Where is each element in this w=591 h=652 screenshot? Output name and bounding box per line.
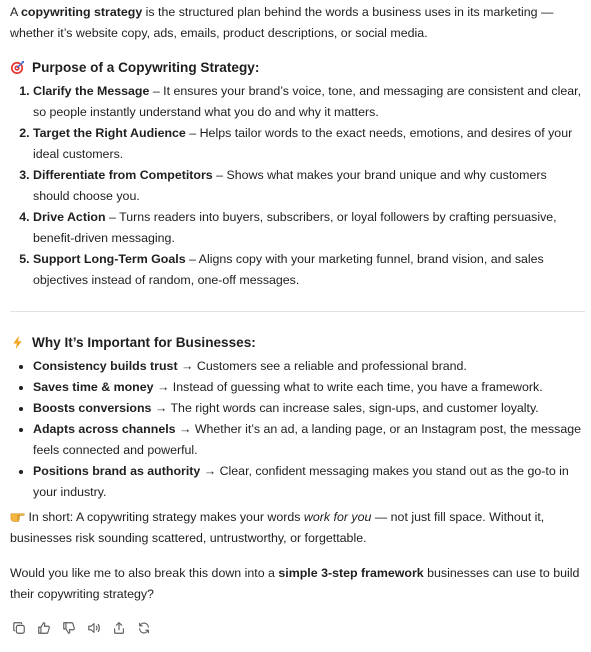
intro-paragraph xyxy=(10,0,585,44)
list-item xyxy=(33,461,585,503)
divider xyxy=(10,311,585,312)
question-text-a: Would you like me to also break this down into a xyxy=(10,566,279,580)
list-item xyxy=(33,123,585,165)
share-icon[interactable] xyxy=(111,620,127,636)
thumbs-up-icon[interactable] xyxy=(36,620,52,636)
item-bold: Adapts across channels xyxy=(33,422,176,436)
item-text: – Shows what makes your brand unique and why customers should choose you. xyxy=(33,168,547,203)
in-short-text-a: In short: A copywriting strategy makes your words xyxy=(25,510,304,524)
intro-text-rest: is the structured plan behind the words a business uses in its marketing — whether it’s website copy, ads, emails, product descriptions, or social media. xyxy=(10,5,554,40)
in-short-text-b: — not just fill space. Without it, businesses risk sounding scattered, untrustworthy, or forgettable. xyxy=(10,510,545,545)
purpose-list xyxy=(10,81,585,291)
item-bold: Clarify the Message xyxy=(33,84,150,98)
item-bold: Positions brand as authority xyxy=(33,464,201,478)
list-item xyxy=(33,249,585,291)
item-text: → Clear, confident messaging makes you stand out as the go-to in your industry. xyxy=(33,464,569,499)
speaker-icon[interactable] xyxy=(86,620,102,636)
purpose-heading xyxy=(10,57,585,78)
list-item xyxy=(33,398,585,419)
purpose-title: Purpose of a Copywriting Strategy: xyxy=(32,60,260,75)
question-text-b: businesses can use to build their copywriting strategy? xyxy=(10,566,580,601)
message-actions-toolbar xyxy=(10,620,585,636)
list-item xyxy=(33,377,585,398)
in-short-paragraph xyxy=(10,507,585,549)
lightning-icon xyxy=(10,335,25,350)
item-bold: Boosts conversions xyxy=(33,401,152,415)
list-item xyxy=(33,81,585,123)
item-bold: Consistency builds trust xyxy=(33,359,178,373)
list-item xyxy=(33,207,585,249)
list-item xyxy=(33,165,585,207)
regenerate-icon[interactable] xyxy=(136,620,152,636)
intro-text-a: A xyxy=(10,5,22,19)
item-text: → Customers see a reliable and professional brand. xyxy=(177,359,467,373)
follow-up-question xyxy=(10,563,585,605)
item-text: → Instead of guessing what to write each time, you have a framework. xyxy=(153,380,543,394)
item-text: – It ensures your brand’s voice, tone, and messaging are consistent and clear, so people instantly understand what you do and why it matters. xyxy=(33,84,582,119)
important-heading xyxy=(10,332,585,353)
item-text: – Aligns copy with your marketing funnel, brand vision, and sales objectives instead of random, one-off messages. xyxy=(33,252,544,287)
item-bold: Drive Action xyxy=(33,210,106,224)
list-item xyxy=(33,419,585,461)
in-short-emphasis: work for you xyxy=(303,510,372,524)
item-text: → The right words can increase sales, sign-ups, and customer loyalty. xyxy=(151,401,539,415)
question-bold: simple 3-step framework xyxy=(278,566,424,580)
item-text: → Whether it’s an ad, a landing page, or an Instagram post, the message feels connected and powerful. xyxy=(33,422,582,457)
thumbs-down-icon[interactable] xyxy=(61,620,77,636)
pointing-hand-icon xyxy=(10,508,25,523)
list-item xyxy=(33,356,585,377)
item-text: – Turns readers into buyers, subscribers, or loyal followers by crafting persuasive, benefit-driven messaging. xyxy=(33,210,557,245)
copy-icon[interactable] xyxy=(11,620,27,636)
important-title: Why It’s Important for Businesses: xyxy=(32,335,256,350)
item-bold: Target the Right Audience xyxy=(33,126,186,140)
target-icon xyxy=(10,60,25,75)
intro-term: copywriting strategy xyxy=(21,5,143,19)
item-bold: Saves time & money xyxy=(33,380,154,394)
item-text: – Helps tailor words to the exact needs, emotions, and desires of your ideal customers. xyxy=(33,126,573,161)
item-bold: Support Long-Term Goals xyxy=(33,252,186,266)
important-list xyxy=(10,356,585,503)
item-bold: Differentiate from Competitors xyxy=(33,168,213,182)
